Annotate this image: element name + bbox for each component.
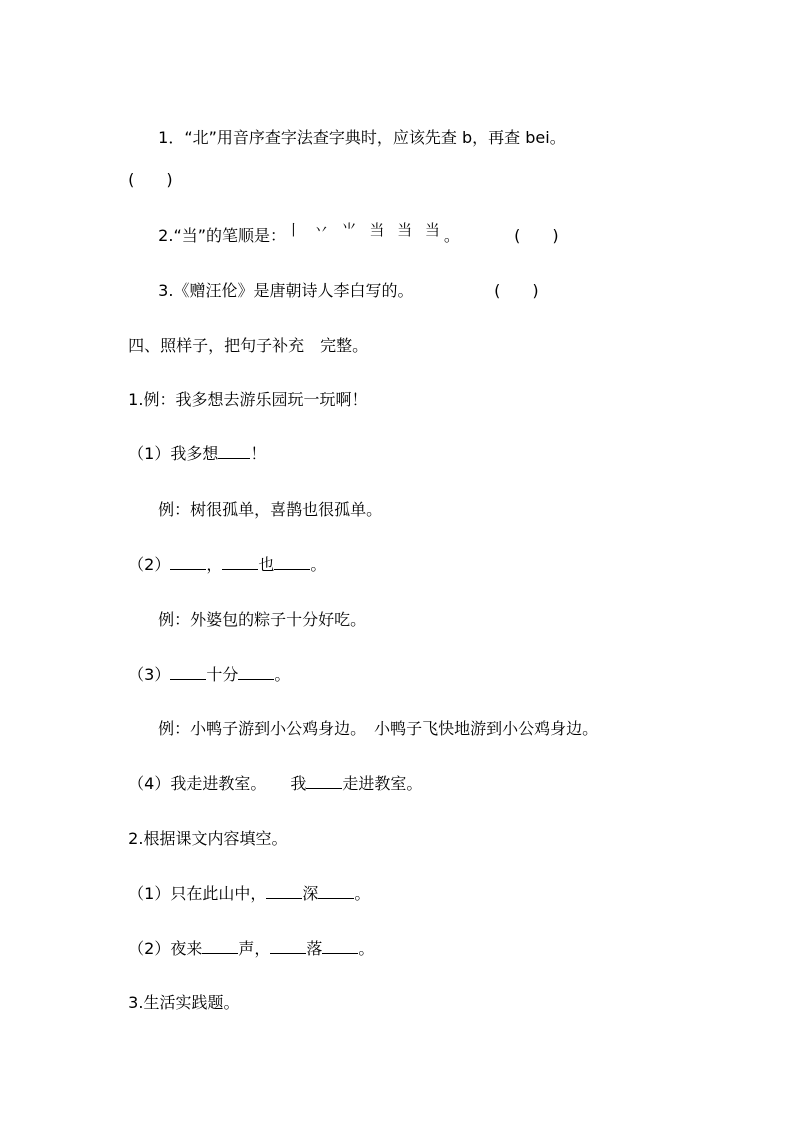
section4-title-text: 四、照样子，把句子补充 完整。 bbox=[128, 336, 369, 355]
s2-prefix: （2） bbox=[128, 555, 171, 574]
f1-blank-1[interactable] bbox=[266, 884, 302, 899]
judgment-q2-prefix: 2.“当”的笔顺是： bbox=[158, 226, 287, 245]
part2-fill1 bbox=[118, 864, 370, 904]
f1-blank-2[interactable] bbox=[318, 884, 354, 899]
f1-mid: 深 bbox=[302, 884, 319, 903]
example2-text: 例：树很孤单，喜鹊也很孤单。 bbox=[158, 500, 383, 519]
part1-sentence1 bbox=[118, 424, 266, 464]
s3-blank-1[interactable] bbox=[170, 665, 206, 680]
part1-example-intro-text: 1.例：我多想去游乐园玩一玩啊！ bbox=[128, 390, 368, 409]
part2-fill2 bbox=[118, 919, 374, 959]
s2-blank-2[interactable] bbox=[222, 555, 258, 570]
f2-mid2: 落 bbox=[306, 939, 323, 958]
judgment-q3-text: 3.《赠汪伦》是唐朝诗人李白写的。 bbox=[158, 281, 414, 300]
s2-mid2: 也 bbox=[258, 555, 275, 574]
judgment-q1-answer[interactable] bbox=[118, 150, 173, 190]
s1-blank[interactable] bbox=[218, 444, 250, 459]
part2-title-text: 2.根据课文内容填空。 bbox=[128, 829, 288, 848]
section4-title bbox=[118, 316, 368, 356]
judgment-q2-suffix: 。 bbox=[443, 226, 460, 245]
example3-text: 例：外婆包的粽子十分好吃。 bbox=[158, 610, 367, 629]
judgment-q1 bbox=[148, 108, 566, 148]
f2-mid1: 声， bbox=[238, 939, 271, 958]
f2-prefix: （2）夜来 bbox=[128, 939, 203, 958]
f2-blank-1[interactable] bbox=[202, 939, 238, 954]
f2-blank-3[interactable] bbox=[322, 939, 358, 954]
s3-prefix: （3） bbox=[128, 665, 171, 684]
f1-suffix: 。 bbox=[354, 884, 371, 903]
part1-example3 bbox=[148, 590, 366, 630]
s4-prefix: （4）我走进教室。 我 bbox=[128, 774, 307, 793]
part3-title-text: 3.生活实践题。 bbox=[128, 993, 240, 1012]
s4-blank[interactable] bbox=[306, 774, 342, 789]
s2-suffix: 。 bbox=[310, 555, 327, 574]
judgment-q1-text: 1．“北”用音序查字法查字典时，应该先查 b，再查 bei。 bbox=[158, 128, 566, 147]
part2-title bbox=[118, 809, 287, 849]
part1-example-intro bbox=[118, 370, 367, 410]
judgment-q3 bbox=[148, 261, 413, 301]
s2-blank-3[interactable] bbox=[274, 555, 310, 570]
part1-example2 bbox=[148, 480, 382, 520]
s4-suffix: 走进教室。 bbox=[342, 774, 423, 793]
judgment-q2-answer[interactable] bbox=[504, 206, 559, 246]
stroke-order-glyphs: 丨 丷 ⺌ 当 当 当 bbox=[286, 221, 444, 239]
judgment-q1-paren[interactable]: ( ) bbox=[128, 170, 173, 189]
part1-sentence2 bbox=[118, 535, 326, 575]
s2-blank-1[interactable] bbox=[170, 555, 206, 570]
s3-mid: 十分 bbox=[206, 665, 239, 684]
part3-title bbox=[118, 973, 239, 1013]
part1-example4 bbox=[148, 699, 598, 739]
judgment-q3-paren[interactable]: ( ) bbox=[494, 281, 539, 300]
s3-blank-2[interactable] bbox=[238, 665, 274, 680]
s1-suffix: ！ bbox=[250, 444, 267, 463]
part1-sentence3 bbox=[118, 645, 290, 685]
s3-suffix: 。 bbox=[274, 665, 291, 684]
f1-prefix: （1）只在此山中， bbox=[128, 884, 267, 903]
judgment-q2 bbox=[148, 206, 460, 246]
f2-blank-2[interactable] bbox=[270, 939, 306, 954]
s2-mid1: ， bbox=[206, 555, 223, 574]
part1-sentence4 bbox=[118, 754, 422, 794]
judgment-q3-answer[interactable] bbox=[484, 261, 539, 301]
judgment-q2-paren[interactable]: ( ) bbox=[514, 226, 559, 245]
s1-prefix: （1）我多想 bbox=[128, 444, 219, 463]
example4-text: 例：小鸭子游到小公鸡身边。 小鸭子飞快地游到小公鸡身边。 bbox=[158, 719, 599, 738]
f2-suffix: 。 bbox=[358, 939, 375, 958]
